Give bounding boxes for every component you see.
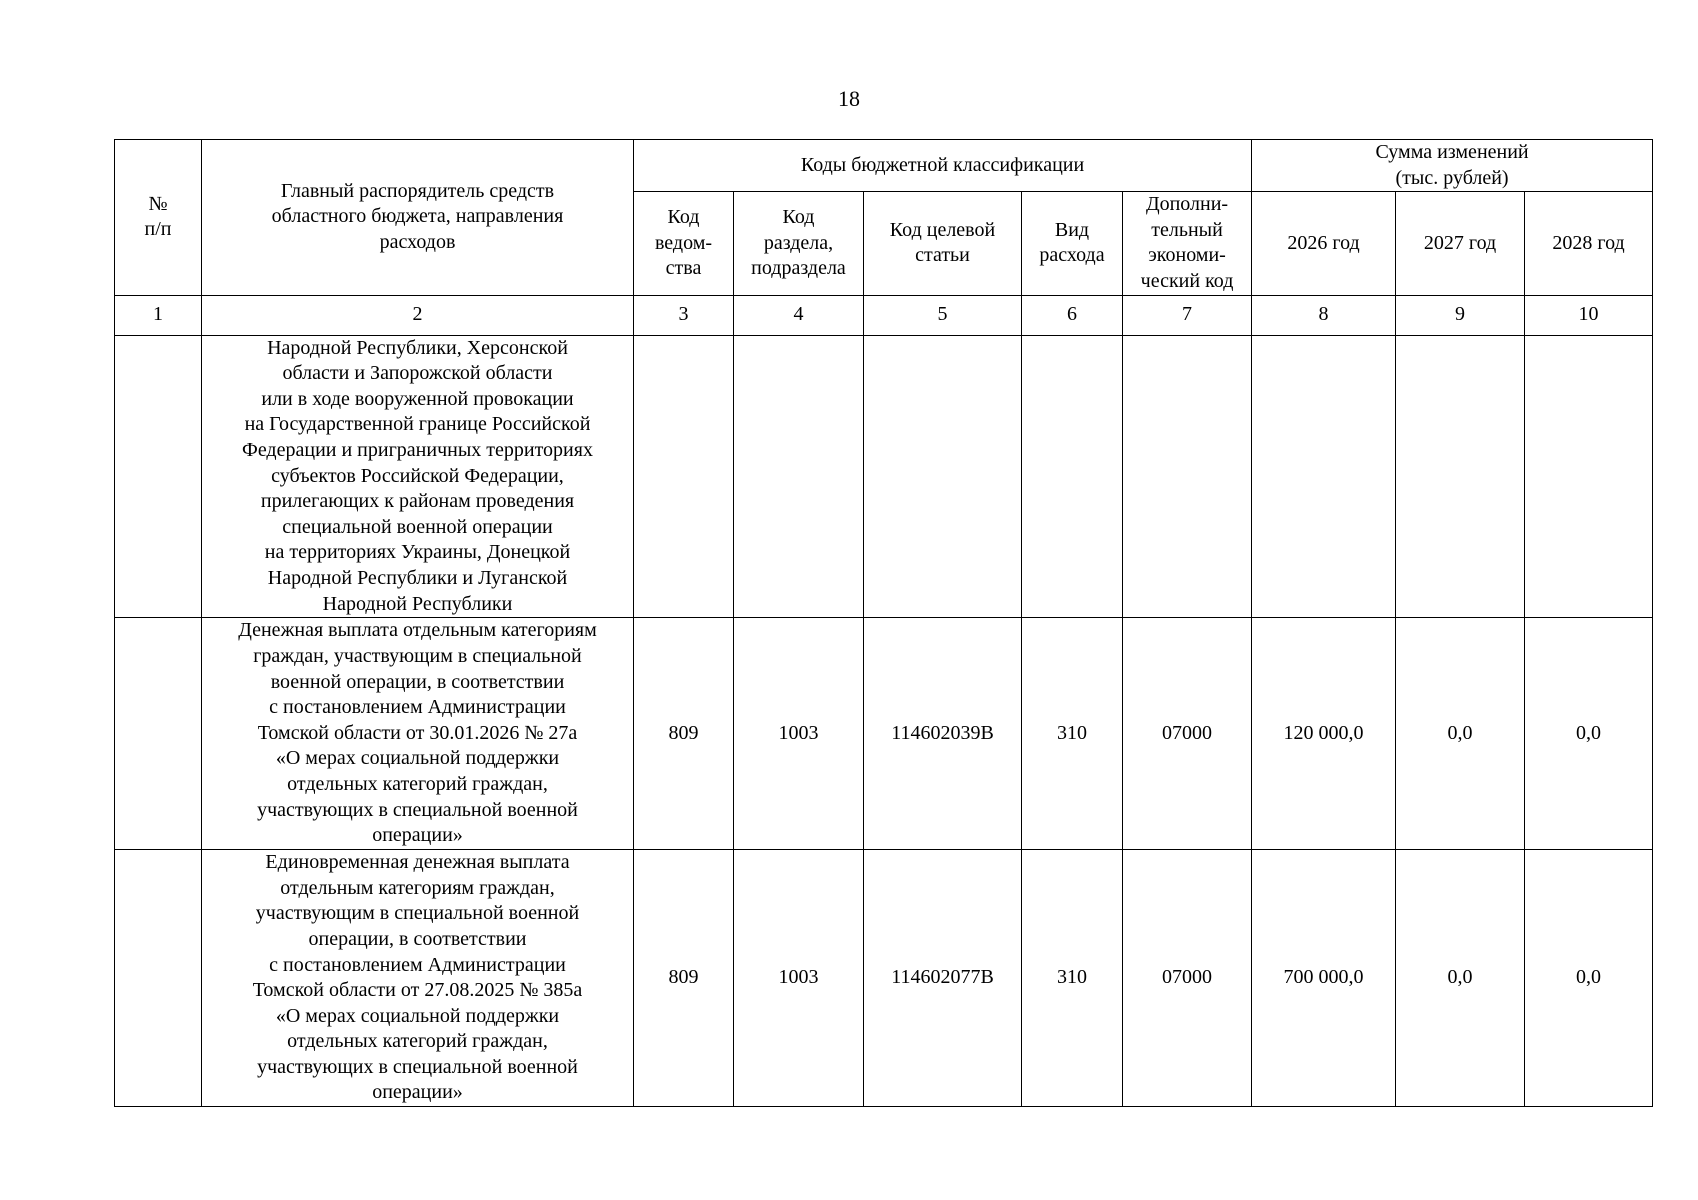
row-amount-2028: 0,0 <box>1525 618 1653 850</box>
row-section-code <box>734 335 864 618</box>
col-header-year-2028: 2028 год <box>1525 192 1653 295</box>
table-row <box>115 335 1653 618</box>
row-section-code: 1003 <box>734 850 864 1107</box>
table-row <box>115 850 1653 1107</box>
row-dept-code: 809 <box>634 618 734 850</box>
row-extra-code <box>1123 335 1252 618</box>
row-amount-2026: 120 000,0 <box>1252 618 1396 850</box>
page-number: 18 <box>838 86 860 111</box>
col-header-extra-code: Дополни- тельный экономи- ческий код <box>1123 192 1252 295</box>
col-header-dept-code: Код ведом- ства <box>634 192 734 295</box>
row-amount-2027: 0,0 <box>1396 850 1525 1107</box>
col-header-year-2026: 2026 год <box>1252 192 1396 295</box>
column-number: 6 <box>1022 295 1123 335</box>
row-amount-2026: 700 000,0 <box>1252 850 1396 1107</box>
row-number <box>115 618 202 850</box>
column-number-row <box>115 295 1653 335</box>
row-description: Народной Республики, Херсонской области и Запорожской области или в ходе вооруженной провокации на Государственной границе Российской Федерации и приграничных территориях субъектов Российской Федерации, прилегающих к районам проведения специальной военной операции на территориях Украины, Донецкой Народной Республики и Луганской Народной Республики <box>202 335 634 618</box>
row-target-code <box>864 335 1022 618</box>
column-number: 2 <box>202 295 634 335</box>
row-target-code: 114602077В <box>864 850 1022 1107</box>
row-amount-2028 <box>1525 335 1653 618</box>
row-description: Единовременная денежная выплата отдельным категориям граждан, участвующим в специальной военной операции, в соответствии с постановлением Администрации Томской области от 27.08.2025 № 385а «О мерах социальной поддержки отдельных категорий граждан, участвующих в специальной военной операции» <box>202 850 634 1107</box>
column-number: 8 <box>1252 295 1396 335</box>
col-header-target-code: Код целевой статьи <box>864 192 1022 295</box>
col-header-expense-type: Вид расхода <box>1022 192 1123 295</box>
col-header-year-2027: 2027 год <box>1396 192 1525 295</box>
row-number <box>115 850 202 1107</box>
col-group-sum: Сумма изменений (тыс. рублей) <box>1252 140 1653 192</box>
row-target-code: 114602039В <box>864 618 1022 850</box>
column-number: 1 <box>115 295 202 335</box>
row-expense-type: 310 <box>1022 618 1123 850</box>
table-row <box>115 618 1653 850</box>
row-amount-2026 <box>1252 335 1396 618</box>
budget-changes-table <box>114 139 1653 1107</box>
col-header-name: Главный распорядитель средств областного бюджета, направления расходов <box>202 140 634 296</box>
header-row-top <box>115 140 1653 192</box>
column-number: 4 <box>734 295 864 335</box>
row-expense-type <box>1022 335 1123 618</box>
column-number: 3 <box>634 295 734 335</box>
row-extra-code: 07000 <box>1123 850 1252 1107</box>
column-number: 5 <box>864 295 1022 335</box>
row-section-code: 1003 <box>734 618 864 850</box>
column-number: 9 <box>1396 295 1525 335</box>
row-dept-code <box>634 335 734 618</box>
row-number <box>115 335 202 618</box>
row-amount-2028: 0,0 <box>1525 850 1653 1107</box>
column-number: 10 <box>1525 295 1653 335</box>
row-extra-code: 07000 <box>1123 618 1252 850</box>
col-header-section-code: Код раздела, подраздела <box>734 192 864 295</box>
row-dept-code: 809 <box>634 850 734 1107</box>
column-number: 7 <box>1123 295 1252 335</box>
col-header-number: № п/п <box>115 140 202 296</box>
row-expense-type: 310 <box>1022 850 1123 1107</box>
col-group-codes: Коды бюджетной классификации <box>634 140 1252 192</box>
row-description: Денежная выплата отдельным категориям граждан, участвующим в специальной военной операции, в соответствии с постановлением Администрации Томской области от 30.01.2026 № 27а «О мерах социальной поддержки отдельных категорий граждан, участвующих в специальной военной операции» <box>202 618 634 850</box>
row-amount-2027 <box>1396 335 1525 618</box>
row-amount-2027: 0,0 <box>1396 618 1525 850</box>
